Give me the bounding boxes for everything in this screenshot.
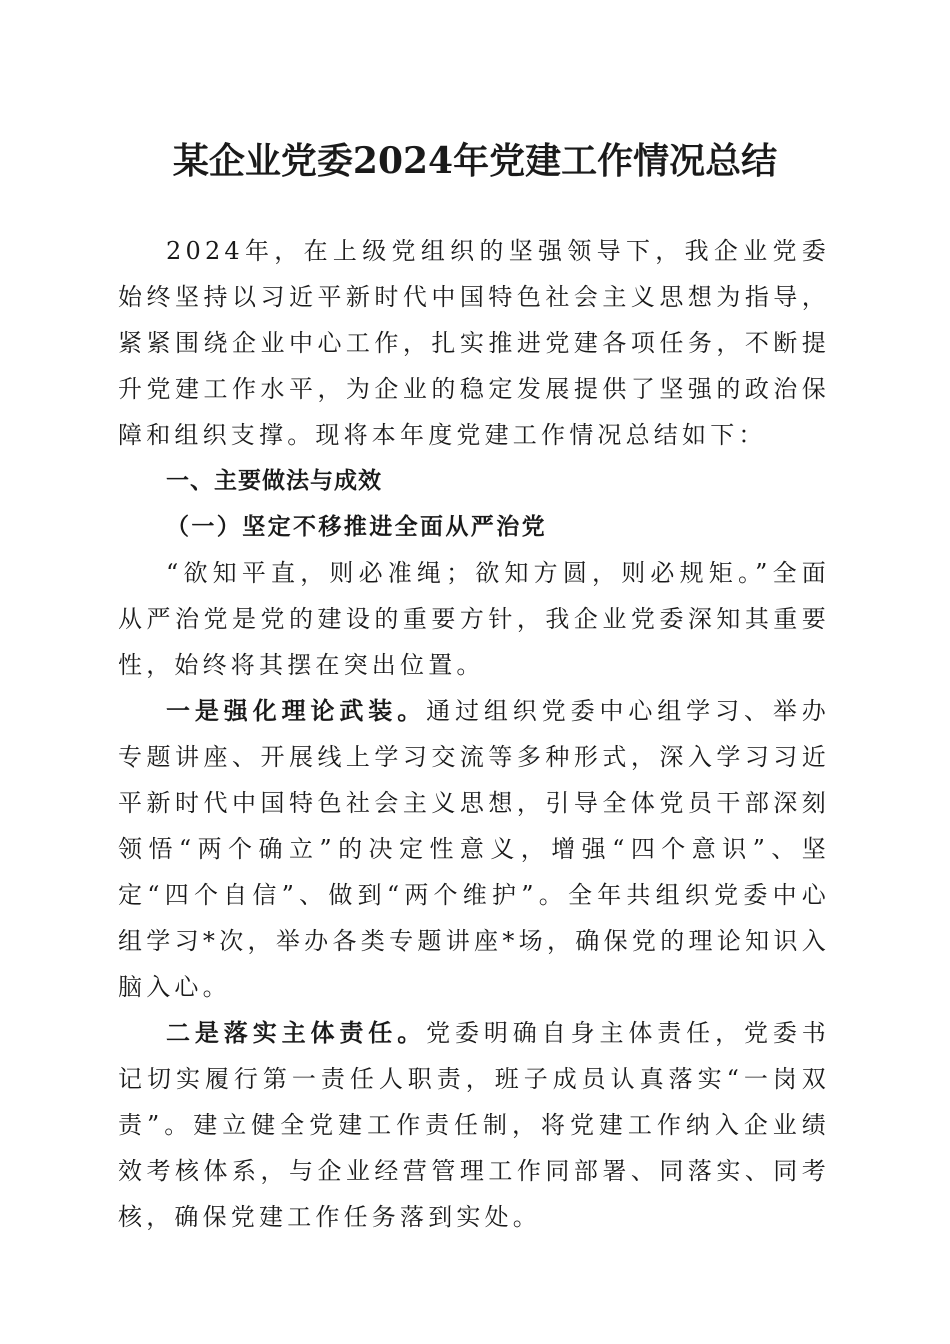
section-heading-1: 一、主要做法与成效	[166, 468, 382, 494]
subsection-heading-1: （一）坚定不移推进全面从严治党	[166, 513, 547, 540]
point-2-text: 党委明确自身主体责任，党委书记切实履行第一责任人职责，班子成员认真落实“一岗双责”。建立健全党建工作责任制，将党建工作纳入企业绩效考核体系，与企业经营管理工作同部署、同落实、同考核，确保党建工作任务落到实处。	[118, 1019, 830, 1231]
document-title: 某企业党委2024年党建工作情况总结	[172, 140, 778, 182]
point-2-paragraph	[118, 1010, 830, 1240]
point-1-paragraph	[118, 688, 830, 1010]
point-1-text: 通过组织党委中心组学习、举办专题讲座、开展线上学习交流等多种形式，深入学习习近平新时代中国特色社会主义思想，引导全体党员干部深刻领悟“两个确立”的决定性意义，增强“四个意识”、坚定“四个自信”、做到“两个维护”。全年共组织党委中心组学习*次，举办各类专题讲座*场，确保党的理论知识入脑入心。	[118, 697, 830, 1001]
point-1-lead: 一是强化理论武装。	[166, 696, 427, 725]
document-body	[118, 228, 830, 1240]
intro-paragraph: 2024年，在上级党组织的坚强领导下，我企业党委始终坚持以习近平新时代中国特色社会主义思想为指导，紧紧围绕企业中心工作，扎实推进党建各项任务，不断提升党建工作水平，为企业的稳定发展提供了坚强的政治保障和组织支撑。现将本年度党建工作情况总结如下：	[118, 237, 830, 449]
point-2-lead: 二是落实主体责任。	[166, 1018, 427, 1047]
quote-paragraph: “欲知平直，则必准绳；欲知方圆，则必规矩。”全面从严治党是党的建设的重要方针，我企业党委深知其重要性，始终将其摆在突出位置。	[118, 559, 830, 679]
